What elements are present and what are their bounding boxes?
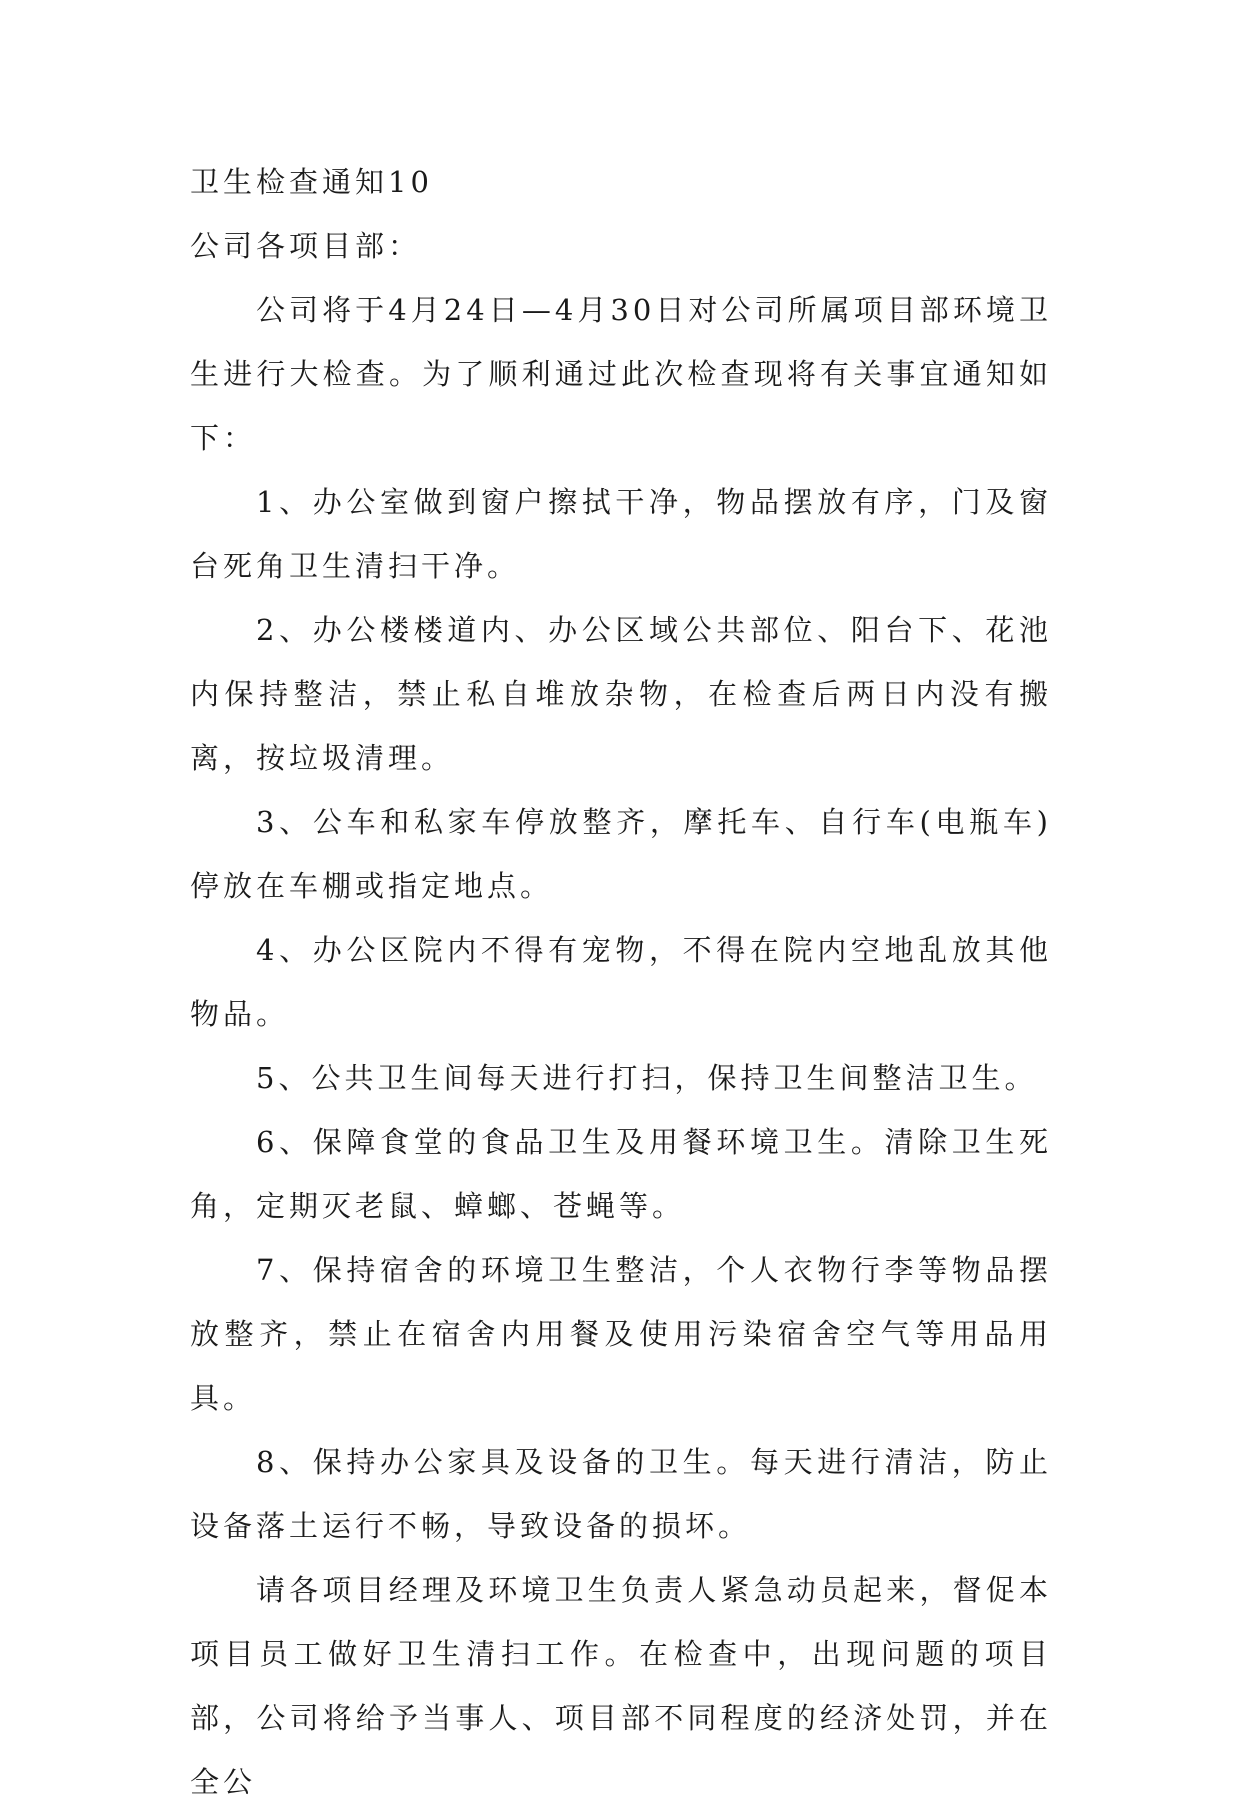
intro-paragraph: 公司将于4月24日—4月30日对公司所属项目部环境卫生进行大检查。为了顺利通过此次检查现将有关事宜通知如下： [190,293,1052,455]
item-6-paragraph: 6、保障食堂的食品卫生及用餐环境卫生。清除卫生死角，定期灭老鼠、蟑螂、苍蝇等。 [190,1125,1052,1223]
item-5-paragraph: 5、公共卫生间每天进行打扫，保持卫生间整洁卫生。 [256,1061,1038,1095]
item-1-paragraph: 1、办公室做到窗户擦拭干净，物品摆放有序，门及窗台死角卫生清扫干净。 [190,485,1052,583]
document-title: 卫生检查通知10 [190,165,433,199]
item-7-paragraph: 7、保持宿舍的环境卫生整洁，个人衣物行李等物品摆放整齐，禁止在宿舍内用餐及使用污染宿舍空气等用品用具。 [190,1253,1052,1415]
item-2-paragraph: 2、办公楼楼道内、办公区域公共部位、阳台下、花池内保持整洁，禁止私自堆放杂物，在检查后两日内没有搬离，按垃圾清理。 [190,613,1052,775]
item-4-paragraph: 4、办公区院内不得有宠物，不得在院内空地乱放其他物品。 [190,933,1052,1031]
item-8-paragraph: 8、保持办公家具及设备的卫生。每天进行清洁，防止设备落土运行不畅，导致设备的损坏。 [190,1445,1052,1543]
closing-paragraph: 请各项目经理及环境卫生负责人紧急动员起来，督促本项目员工做好卫生清扫工作。在检查中，出现问题的项目部，公司将给予当事人、项目部不同程度的经济处罚，并在全公 [190,1573,1052,1799]
salutation: 公司各项目部： [190,229,422,263]
item-3-paragraph: 3、公车和私家车停放整齐，摩托车、自行车(电瓶车)停放在车棚或指定地点。 [190,805,1052,903]
document-page [190,150,1052,1814]
